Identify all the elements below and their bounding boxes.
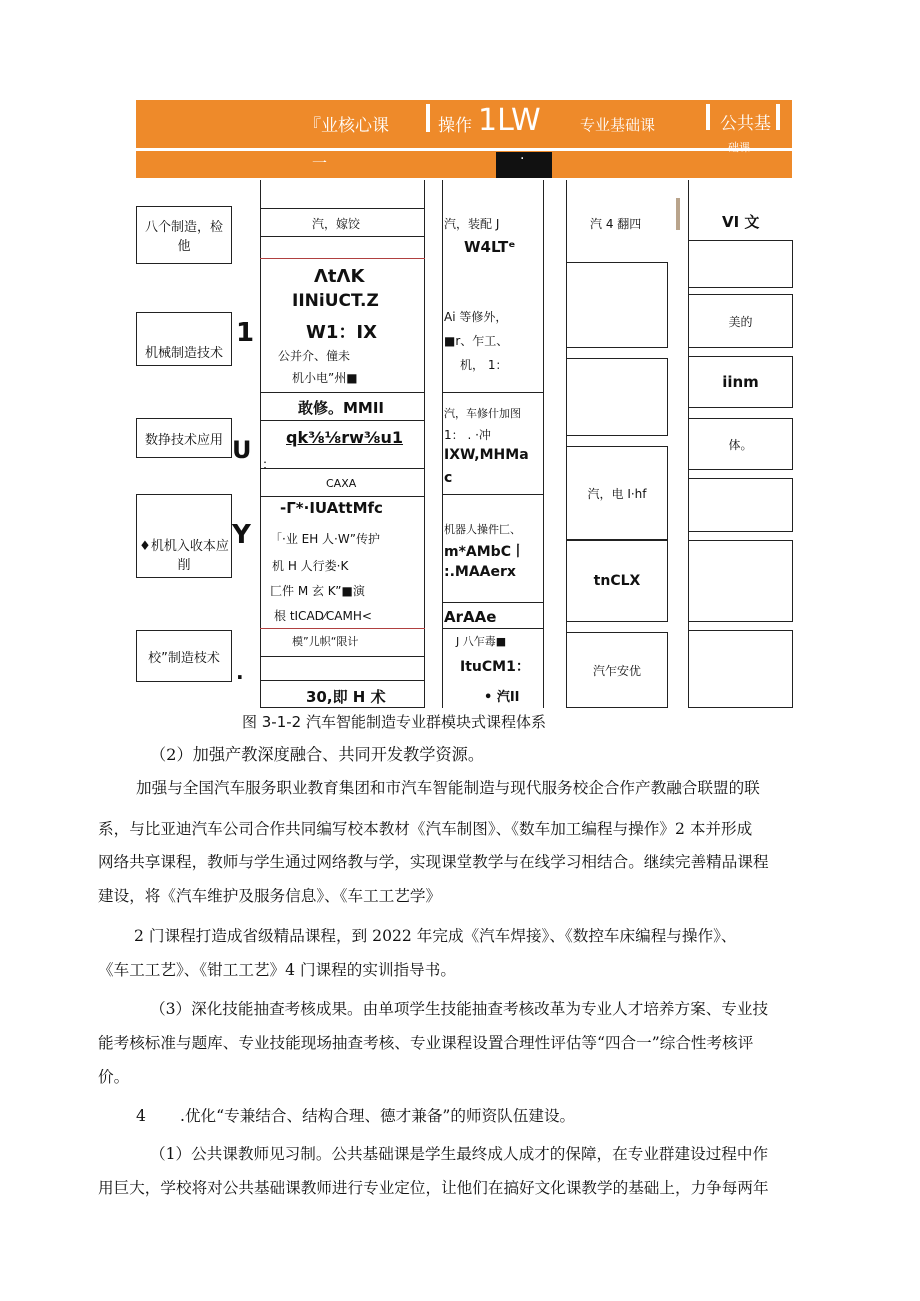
col1-cell: qk⅜⅛rw⅜u1 <box>286 428 403 447</box>
col2-cell: • 汽II <box>484 690 520 705</box>
header-divider <box>706 104 710 130</box>
col1-cell: 汽，嫁饺 <box>312 217 361 231</box>
col1-cell: IINiUCT.Z <box>292 291 379 311</box>
col2-rule <box>442 392 544 393</box>
paragraph-line: 能考核标准与题库、专业技能现场抽查考核、专业课程设置合理性评估等“四合一”综合性考核评 <box>98 1034 754 1052</box>
left-mark: Y <box>232 520 251 550</box>
col4-box <box>688 540 793 622</box>
paragraph-line: 2 门课程打造成省级精品课程，到 2022 年完成《汽车焊接》、《数控车床编程与操作》、 <box>134 927 737 945</box>
header-band <box>136 100 792 178</box>
col3-box <box>566 358 668 436</box>
header-core-course: 『业核心课 <box>304 116 389 136</box>
header-row2-dot: · <box>520 151 525 167</box>
col3-box: tnCLX <box>566 540 668 622</box>
col3-cell: 汽 4 翻四 <box>590 217 642 231</box>
paragraph-line: 用巨大，学校将对公共基础课教师进行专业定位，让他们在搞好文化课教学的基础上，力争每两年 <box>98 1179 769 1197</box>
col1-cell: 模”儿帜“限计 <box>292 635 359 648</box>
col2-cell: m*AMbC丨 <box>444 544 525 560</box>
col1-cell: 「·业 EH 人·W”传护 <box>270 532 380 546</box>
header-divider <box>776 104 780 130</box>
section-number: 4 <box>136 1107 146 1125</box>
col1-cell: 机 H 人行娄·K <box>272 559 349 573</box>
header-operation-code: 1LW <box>478 103 541 138</box>
paragraph-line: 系，与比亚迪汽车公司合作共同编写校本教材《汽车制图》、《数车加工编程与操作》2 本并形成 <box>98 820 753 838</box>
col2-cell: IXW,MHMa <box>444 447 529 463</box>
col1-cell: 30,即 H 术 <box>306 688 386 706</box>
header-public-course: 公共基 <box>720 114 771 134</box>
paragraph-line: 加强与全国汽车服务职业教育集团和市汽车智能制造与现代服务校企合作产教融合联盟的联 <box>136 779 760 797</box>
col1-rule <box>260 420 425 421</box>
paragraph-heading: （1）公共课教师见习制。公共基础课是学生最终成人成才的保障，在专业群建设过程中作 <box>150 1145 769 1163</box>
header-divider <box>426 104 430 132</box>
col4-box: 体。 <box>688 418 793 470</box>
col4-cell: VI 文 <box>722 213 760 231</box>
col3-tan-mark <box>676 198 680 230</box>
figure-caption: 图 3-1-2 汽车智能制造专业群模块式课程体系 <box>242 713 546 731</box>
paragraph-heading: （3）深化技能抽查考核成果。由单项学生技能抽查考核改革为专业人才培养方案、专业技 <box>150 1000 769 1018</box>
col1-cell: ΛtΛK <box>314 266 365 287</box>
col1-rule <box>260 496 425 497</box>
col1-rule <box>260 628 425 629</box>
paragraph-line: 建设，将《汽车维护及服务信息》、《车工工艺学》 <box>98 887 442 905</box>
header-row2-dash: 一 <box>312 154 328 172</box>
col1-cell: 公并介、僮未 <box>278 349 351 363</box>
col2-rule <box>442 494 544 495</box>
col1-cell: -Γ*·IUAttMfc <box>280 499 383 517</box>
paragraph-line: 《车工工艺》、《钳工工艺》4 门课程的实训指导书。 <box>98 961 456 979</box>
col4-box <box>688 478 793 532</box>
header-basic-course: 专业基础课 <box>580 116 656 134</box>
header-operation: 操作 <box>438 116 472 136</box>
header-public-course-2: 础课 <box>728 141 750 154</box>
col2-cell: c <box>444 470 453 486</box>
section-heading: .优化“专兼结合、结构合理、德才兼备”的师资队伍建设。 <box>180 1107 576 1125</box>
col1-rule <box>260 680 425 681</box>
col2-cell: ■r、乍工、 <box>444 334 509 348</box>
col4-box: 美的 <box>688 294 793 348</box>
col1-rule <box>260 236 425 237</box>
col3-box <box>566 262 668 348</box>
col1-cell: W1：IX <box>306 322 377 343</box>
col2-cell: 机器人操件匚、 <box>444 523 521 536</box>
col2-cell: Ai 等修外， <box>444 310 508 324</box>
col1-rule <box>260 258 425 259</box>
paragraph-heading: （2）加强产教深度融合、共同开发教学资源。 <box>150 745 485 764</box>
left-mark: . <box>236 660 244 684</box>
col1-cell: 匚件 M 玄 K”■演 <box>270 584 365 598</box>
col2-cell: 汽，车修什加图 <box>444 407 521 420</box>
col2-cell: 汽，装配 J <box>444 217 500 231</box>
col3-box: 汽乍安优 <box>566 632 668 708</box>
col2-cell: ItuCM1： <box>460 659 530 675</box>
col4-box <box>688 630 793 708</box>
col2-cell: ArAAe <box>444 608 497 626</box>
left-box-cnc: 数挣技术应用 <box>136 418 232 458</box>
paragraph-line: 网络共享课程，教师与学生通过网络教与学，实现课堂教学与在线学习相结合。继续完善精品课程 <box>98 853 769 871</box>
col1-cell: 敢修。MMII <box>298 399 385 417</box>
col2-rule <box>442 628 544 629</box>
col3-border-left <box>566 180 567 708</box>
col3-box: 汽，电 I·hf <box>566 446 668 540</box>
col1-rule <box>260 656 425 657</box>
col1-rule <box>260 468 425 469</box>
col1-cell: 机小电”州■ <box>292 371 358 385</box>
col1-rule <box>260 208 425 209</box>
col2-cell: W4LTᵉ <box>464 238 516 256</box>
left-mark: U <box>232 436 252 464</box>
col1-cell: ： <box>262 458 276 473</box>
col2-rule <box>442 602 544 603</box>
col4-box: iinm <box>688 356 793 408</box>
left-box-robot: ♦机机入收本应 削 <box>136 494 232 578</box>
col1-cell: 根 tICAD⁄CAMH< <box>274 609 372 623</box>
col4-box <box>688 240 793 288</box>
col1-rule <box>260 392 425 393</box>
col1-cell: CAXA <box>326 477 357 490</box>
paragraph-line: 价。 <box>98 1068 130 1086</box>
header-divider <box>136 148 792 151</box>
col2-cell: 机， 1： <box>460 358 508 372</box>
col1-rule <box>260 707 425 708</box>
left-box-machinery: 机械制造技术 <box>136 312 232 366</box>
col2-cell: 1： . ·冲 <box>444 428 491 442</box>
left-box-inspection: 八个制造，检 他 <box>136 206 232 264</box>
left-box-school: 校”制造枝术 <box>136 630 232 682</box>
col2-cell: J 八乍毒■ <box>456 635 507 648</box>
col2-cell: :.MAAerx <box>444 564 516 580</box>
left-mark: 1 <box>236 318 255 348</box>
